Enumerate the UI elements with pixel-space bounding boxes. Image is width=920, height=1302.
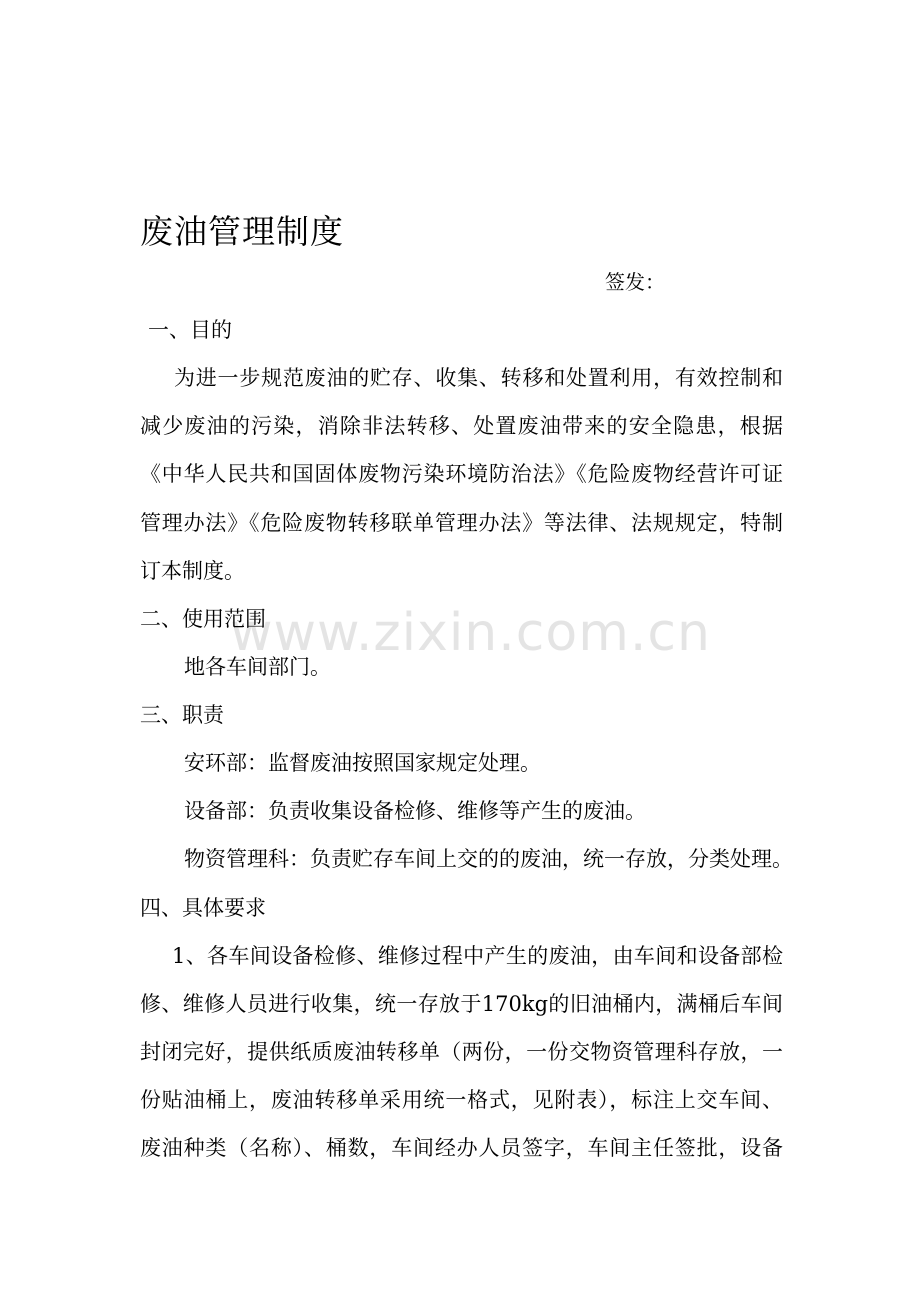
paragraph-line: 为进一步规范废油的贮存、收集、转移和处置利用，有效控制和	[174, 366, 783, 390]
section-heading-scope: 二、使用范围	[140, 607, 266, 631]
paragraph-line: 管理办法》《危险废物转移联单管理办法》等法律、法规规定，特制	[140, 511, 783, 535]
duty-line: 安环部：监督废油按照国家规定处理。	[184, 751, 541, 775]
duty-line: 物资管理科：负责贮存车间上交的的废油，统一存放，分类处理。	[184, 847, 793, 871]
paragraph-line: 封闭完好，提供纸质废油转移单（两份，一份交物资管理科存放，一	[140, 1040, 783, 1064]
document-title: 废油管理制度	[140, 212, 344, 251]
signoff-label: 签发：	[605, 270, 665, 294]
watermark: www.zixin.com.cn	[230, 603, 711, 663]
section-heading-duties: 三、职责	[140, 703, 224, 727]
duty-line: 设备部：负责收集设备检修、维修等产生的废油。	[184, 799, 646, 823]
paragraph-line: 订本制度。	[140, 559, 245, 583]
paragraph-line: 修、维修人员进行收集，统一存放于170kg的旧油桶内，满桶后车间	[140, 992, 783, 1016]
paragraph-line: 废油种类（名称）、桶数，车间经办人员签字，车间主任签批，设备	[140, 1136, 783, 1160]
paragraph-line: 《中华人民共和国固体废物污染环境防治法》《危险废物经营许可证	[140, 462, 783, 486]
section-heading-requirements: 四、具体要求	[140, 896, 266, 920]
paragraph-line: 1、各车间设备检修、维修过程中产生的废油，由车间和设备部检	[172, 944, 783, 968]
paragraph-line: 地各车间部门。	[184, 655, 331, 679]
paragraph-line: 份贴油桶上，废油转移单采用统一格式，见附表），标注上交车间、	[140, 1088, 783, 1112]
section-heading-purpose: 一、目的	[148, 318, 232, 342]
paragraph-line: 减少废油的污染，消除非法转移、处置废油带来的安全隐患，根据	[140, 414, 783, 438]
